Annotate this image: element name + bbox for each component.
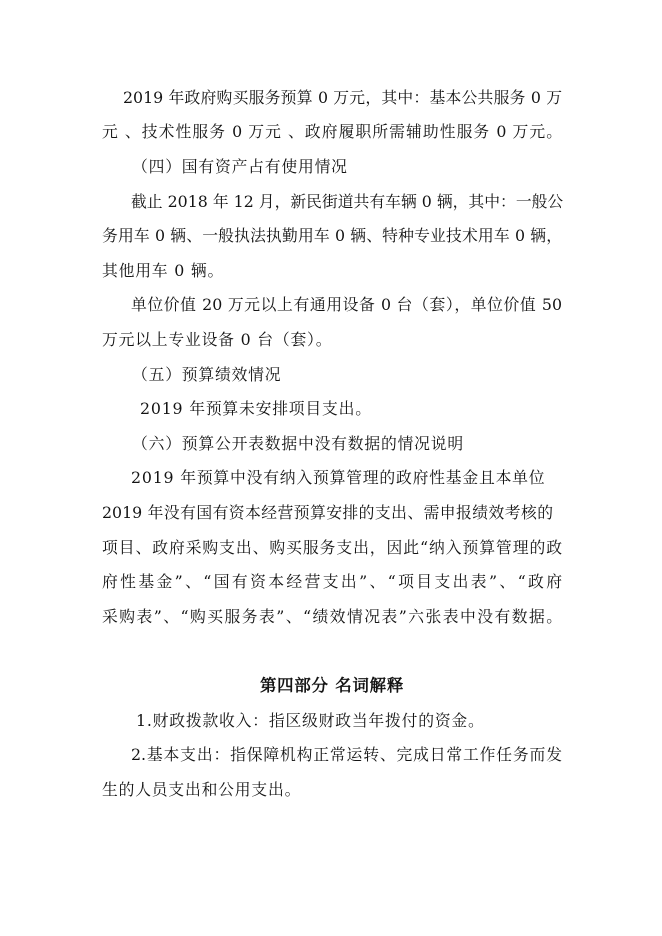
paragraph-line: 生的人员支出和公用支出。 xyxy=(102,779,302,799)
paragraph-line: 2019 年政府购买服务预算 0 万元，其中：基本公共服务 0 万 xyxy=(123,87,562,107)
paragraph-line: 务用车 0 辆、一般执法执勤用车 0 辆、特种专业技术用车 0 辆， xyxy=(102,226,562,246)
paragraph-line: 1.财政拨款收入：指区级财政当年拨付的资金。 xyxy=(136,710,485,730)
paragraph-line: 其他用车 0 辆。 xyxy=(102,260,225,280)
paragraph-line: 2019 年没有国有资本经营预算安排的支出、需申报绩效考核的 xyxy=(102,502,553,522)
paragraph-line: 采购表”、“购买服务表”、“绩效情况表”六张表中没有数据。 xyxy=(102,606,562,626)
section-heading-assets: （四）国有资产占有使用情况 xyxy=(132,156,348,176)
paragraph-line: 2019 年预算中没有纳入预算管理的政府性基金且本单位 xyxy=(131,468,546,488)
paragraph-line: 2019 年预算未安排项目支出。 xyxy=(140,399,372,419)
section-heading-no-data: （六）预算公开表数据中没有数据的情况说明 xyxy=(132,433,464,453)
paragraph-line: 万元以上专业设备 0 台（套）。 xyxy=(102,329,333,349)
glossary-title: 第四部分 名词解释 xyxy=(259,675,405,695)
paragraph-line: 元 、技术性服务 0 万元 、政府履职所需辅助性服务 0 万元。 xyxy=(102,122,562,142)
paragraph-line: 2.基本支出：指保障机构正常运转、完成日常工作任务而发 xyxy=(131,745,562,765)
paragraph-line: 单位价值 20 万元以上有通用设备 0 台（套），单位价值 50 xyxy=(131,295,562,315)
section-heading-performance: （五）预算绩效情况 xyxy=(132,364,282,384)
paragraph-line: 项目、政府采购支出、购买服务支出，因此“纳入预算管理的政 xyxy=(102,537,562,557)
paragraph-line: 截止 2018 年 12 月，新民街道共有车辆 0 辆，其中：一般公 xyxy=(131,191,564,211)
paragraph-line: 府性基金”、“国有资本经营支出”、“项目支出表”、“政府 xyxy=(102,572,562,592)
